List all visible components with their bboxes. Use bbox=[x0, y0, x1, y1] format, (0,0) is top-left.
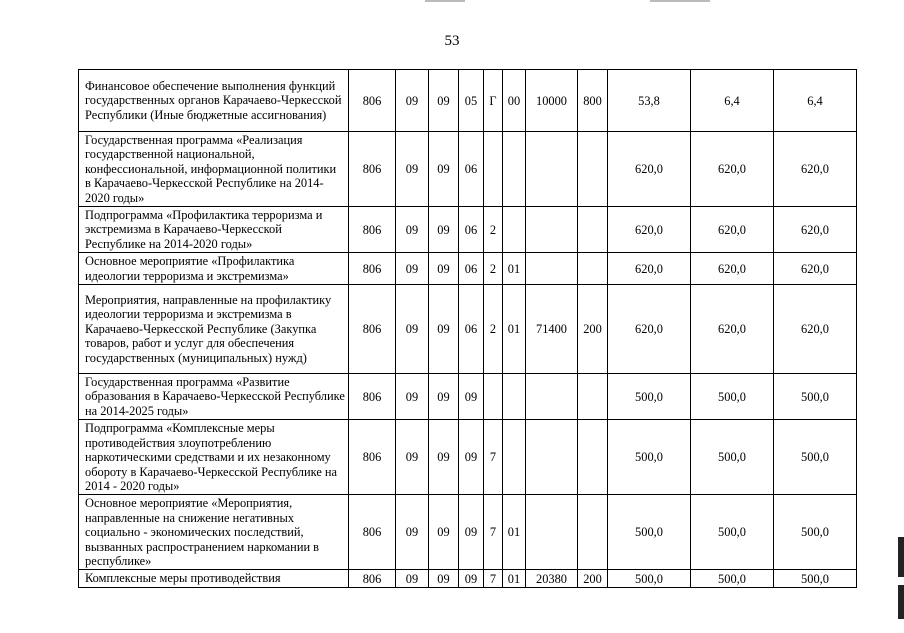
cell-rz: 09 bbox=[396, 374, 429, 420]
cell-vr bbox=[578, 132, 608, 207]
cell-subprogram bbox=[484, 132, 503, 207]
table-row bbox=[79, 374, 857, 420]
cell-direction bbox=[526, 495, 578, 570]
cell-subprogram: 7 bbox=[484, 495, 503, 570]
cell-amount-year1: 620,0 bbox=[608, 207, 691, 253]
cell-gr-code: 806 bbox=[349, 570, 396, 587]
cell-vr bbox=[578, 495, 608, 570]
cell-amount-year3: 500,0 bbox=[774, 374, 857, 420]
cell-rz: 09 bbox=[396, 253, 429, 285]
cell-amount-year3: 620,0 bbox=[774, 253, 857, 285]
cell-amount-year3: 6,4 bbox=[774, 70, 857, 132]
cell-program: 09 bbox=[459, 495, 484, 570]
cell-amount-year1: 500,0 bbox=[608, 495, 691, 570]
cell-name: Финансовое обеспечение выполнения функций государственных органов Карачаево-Черкесской Республики (Иные бюджетные ассигнования) bbox=[79, 70, 349, 132]
cell-amount-year3: 500,0 bbox=[774, 495, 857, 570]
cell-name: Государственная программа «Развитие образования в Карачаево-Черкесской Республике на 2014-2025 годы» bbox=[79, 374, 349, 420]
cell-subprogram bbox=[484, 374, 503, 420]
cell-program: 09 bbox=[459, 374, 484, 420]
cell-amount-year3: 620,0 bbox=[774, 132, 857, 207]
cell-pr: 09 bbox=[429, 70, 459, 132]
cell-rz: 09 bbox=[396, 420, 429, 495]
cell-direction bbox=[526, 132, 578, 207]
cell-vr: 800 bbox=[578, 70, 608, 132]
cell-rz: 09 bbox=[396, 132, 429, 207]
cell-event bbox=[503, 132, 526, 207]
cell-amount-year2: 500,0 bbox=[691, 420, 774, 495]
cell-amount-year1: 53,8 bbox=[608, 70, 691, 132]
cell-event bbox=[503, 420, 526, 495]
cell-event bbox=[503, 207, 526, 253]
scan-top-mark bbox=[650, 0, 710, 2]
cell-vr bbox=[578, 420, 608, 495]
cell-name: Подпрограмма «Профилактика терроризма и экстремизма в Карачаево-Черкесской Республике на 2014-2020 годы» bbox=[79, 207, 349, 253]
cell-vr bbox=[578, 374, 608, 420]
cell-rz: 09 bbox=[396, 285, 429, 374]
cell-pr: 09 bbox=[429, 207, 459, 253]
cell-rz: 09 bbox=[396, 70, 429, 132]
cell-direction: 71400 bbox=[526, 285, 578, 374]
cell-amount-year2: 500,0 bbox=[691, 495, 774, 570]
cell-program: 06 bbox=[459, 285, 484, 374]
table-row bbox=[79, 285, 857, 374]
cell-amount-year3: 620,0 bbox=[774, 207, 857, 253]
cell-gr-code: 806 bbox=[349, 374, 396, 420]
cell-amount-year2: 620,0 bbox=[691, 132, 774, 207]
cell-direction: 10000 bbox=[526, 70, 578, 132]
cell-gr-code: 806 bbox=[349, 420, 396, 495]
table-row bbox=[79, 495, 857, 570]
cell-amount-year2: 6,4 bbox=[691, 70, 774, 132]
cell-amount-year1: 620,0 bbox=[608, 132, 691, 207]
cell-subprogram: 2 bbox=[484, 285, 503, 374]
cell-program: 05 bbox=[459, 70, 484, 132]
cell-name: Основное мероприятие «Мероприятия, направленные на снижение негативных социально - экономических последствий, вызванных распространением наркомании в республике» bbox=[79, 495, 349, 570]
cell-name: Подпрограмма «Комплексные меры противодействия злоупотреблению наркотическими средствами и их незаконному обороту в Карачаево-Черкесской Республике на 2014 - 2020 годы» bbox=[79, 420, 349, 495]
cell-amount-year1: 500,0 bbox=[608, 374, 691, 420]
cell-direction bbox=[526, 207, 578, 253]
cell-event: 01 bbox=[503, 285, 526, 374]
page-number: 53 bbox=[444, 33, 460, 49]
cell-rz: 09 bbox=[396, 207, 429, 253]
cell-direction bbox=[526, 374, 578, 420]
cell-subprogram: Г bbox=[484, 70, 503, 132]
cell-amount-year3: 500,0 bbox=[774, 420, 857, 495]
cell-pr: 09 bbox=[429, 253, 459, 285]
cell-event: 01 bbox=[503, 570, 526, 587]
cell-direction bbox=[526, 253, 578, 285]
cell-name: Мероприятия, направленные на профилактику идеологии терроризма и экстремизма в Карачаево-Черкесской Республике (Закупка товаров, работ и услуг для обеспечения государственных (муниципальных) нужд) bbox=[79, 285, 349, 374]
cell-subprogram: 2 bbox=[484, 253, 503, 285]
cell-gr-code: 806 bbox=[349, 253, 396, 285]
budget-table bbox=[78, 69, 857, 588]
cell-direction: 20380 bbox=[526, 570, 578, 587]
cell-amount-year2: 500,0 bbox=[691, 570, 774, 587]
cell-event: 00 bbox=[503, 70, 526, 132]
cell-subprogram: 2 bbox=[484, 207, 503, 253]
cell-amount-year1: 500,0 bbox=[608, 420, 691, 495]
scan-edge-mark bbox=[898, 537, 904, 577]
cell-subprogram: 7 bbox=[484, 420, 503, 495]
cell-amount-year2: 500,0 bbox=[691, 374, 774, 420]
cell-pr: 09 bbox=[429, 420, 459, 495]
cell-pr: 09 bbox=[429, 132, 459, 207]
table-row bbox=[79, 132, 857, 207]
cell-gr-code: 806 bbox=[349, 285, 396, 374]
cell-rz: 09 bbox=[396, 570, 429, 587]
cell-program: 06 bbox=[459, 207, 484, 253]
cell-vr bbox=[578, 253, 608, 285]
cell-event: 01 bbox=[503, 253, 526, 285]
cell-amount-year2: 620,0 bbox=[691, 285, 774, 374]
cell-amount-year3: 500,0 bbox=[774, 570, 857, 587]
cell-name: Государственная программа «Реализация государственной национальной, конфессиональной, информационной политики в Карачаево-Черкесской Республике на 2014-2020 годы» bbox=[79, 132, 349, 207]
cell-vr: 200 bbox=[578, 570, 608, 587]
cell-amount-year1: 620,0 bbox=[608, 253, 691, 285]
table-row bbox=[79, 570, 857, 587]
table-row bbox=[79, 253, 857, 285]
scan-top-mark bbox=[425, 0, 465, 2]
cell-event bbox=[503, 374, 526, 420]
cell-rz: 09 bbox=[396, 495, 429, 570]
cell-program: 09 bbox=[459, 420, 484, 495]
scan-edge-mark bbox=[898, 585, 904, 619]
cell-gr-code: 806 bbox=[349, 495, 396, 570]
cell-pr: 09 bbox=[429, 570, 459, 587]
cell-gr-code: 806 bbox=[349, 70, 396, 132]
cell-name: Основное мероприятие «Профилактика идеологии терроризма и экстремизма» bbox=[79, 253, 349, 285]
cell-pr: 09 bbox=[429, 285, 459, 374]
table-row bbox=[79, 70, 857, 132]
cell-program: 06 bbox=[459, 253, 484, 285]
cell-name: Комплексные меры противодействия bbox=[79, 570, 349, 587]
cell-pr: 09 bbox=[429, 495, 459, 570]
cell-pr: 09 bbox=[429, 374, 459, 420]
cell-amount-year2: 620,0 bbox=[691, 207, 774, 253]
cell-gr-code: 806 bbox=[349, 132, 396, 207]
cell-amount-year1: 620,0 bbox=[608, 285, 691, 374]
table-body bbox=[79, 70, 857, 588]
cell-vr: 200 bbox=[578, 285, 608, 374]
cell-amount-year2: 620,0 bbox=[691, 253, 774, 285]
cell-gr-code: 806 bbox=[349, 207, 396, 253]
cell-subprogram: 7 bbox=[484, 570, 503, 587]
table-row bbox=[79, 207, 857, 253]
cell-program: 09 bbox=[459, 570, 484, 587]
cell-event: 01 bbox=[503, 495, 526, 570]
cell-amount-year3: 620,0 bbox=[774, 285, 857, 374]
cell-program: 06 bbox=[459, 132, 484, 207]
cell-vr bbox=[578, 207, 608, 253]
cell-direction bbox=[526, 420, 578, 495]
cell-amount-year1: 500,0 bbox=[608, 570, 691, 587]
table-row bbox=[79, 420, 857, 495]
